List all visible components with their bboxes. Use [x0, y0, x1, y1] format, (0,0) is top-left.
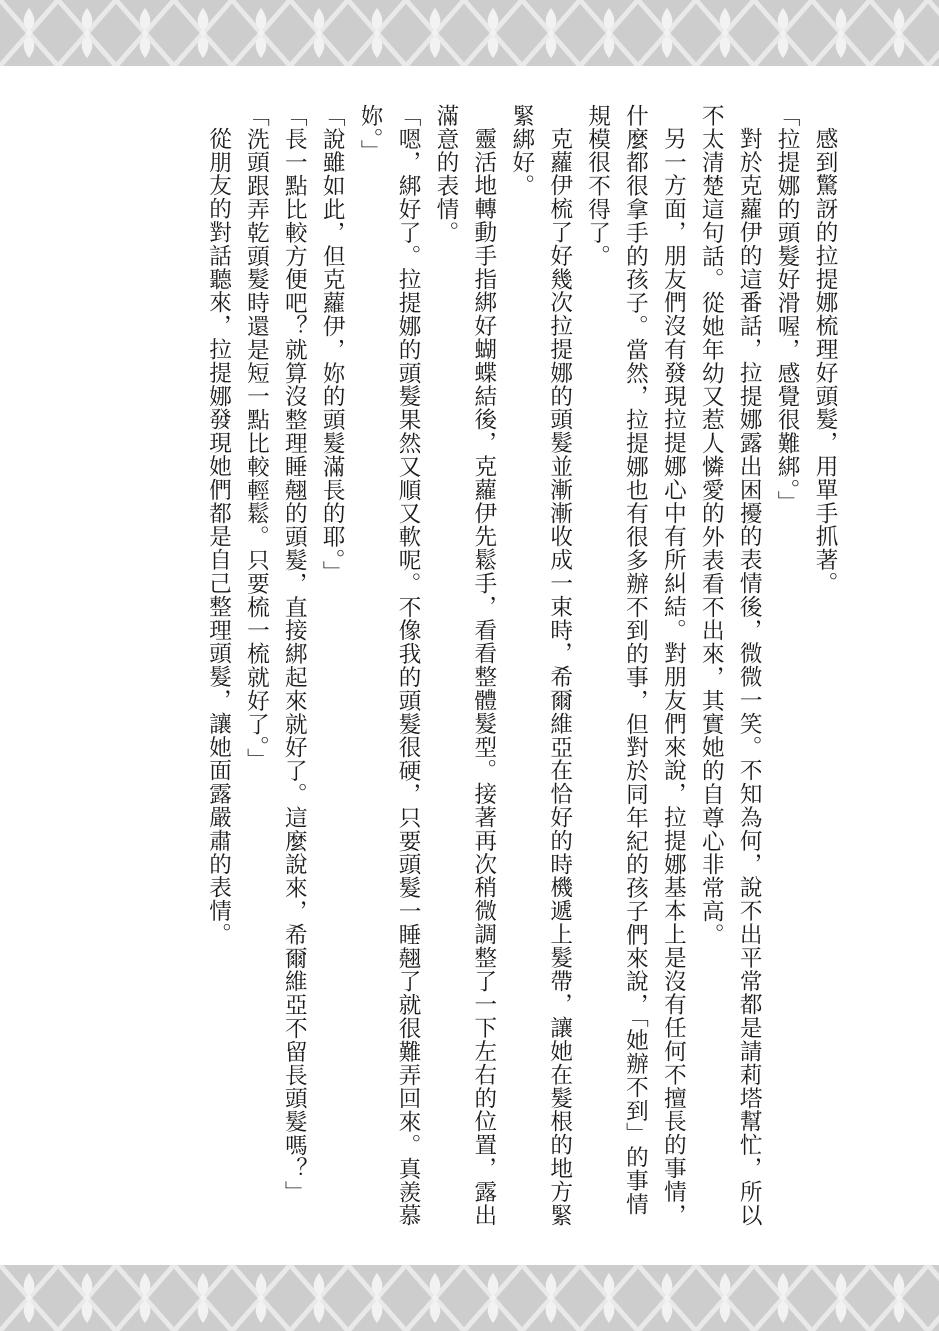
bottom-decorative-border	[0, 1265, 939, 1331]
paragraph-dialogue: 「說雖如此，但克蘿伊，妳的頭髮滿長的耶。」	[319, 104, 346, 585]
paragraph-dialogue: 「嗯，綁好了。拉提娜的頭髮果然又順又軟呢。不像我的頭髮很硬，只要頭髮一睡翹了就很難弄回來。真羨慕妳。」	[357, 104, 422, 1228]
paragraph-dialogue: 「長一點比較方便吧？就算沒整理睡翹的頭髮，直接綁起來就好了。這麼說來，希爾維亞不留長頭髮嗎？」	[281, 104, 308, 1204]
paragraph-narration: 克蘿伊梳了好幾次拉提娜的頭髮並漸漸收成一束時，希爾維亞在恰好的時機遞上髮帶，讓她在髮根的地方緊緊綁好。	[508, 104, 573, 1227]
paragraph-narration: 從朋友的對話聽來，拉提娜發現她們都是自己整理頭髮，讓她面露嚴肅的表情。	[205, 126, 232, 946]
paragraph-dialogue: 「拉提娜的頭髮好滑喔，感覺很難綁。」	[774, 104, 801, 514]
paragraph-dialogue: 「洗頭跟弄乾頭髮時還是短一點比較輕鬆。只要梳一梳就好了。」	[243, 104, 270, 772]
paragraph-narration: 感到驚訝的拉提娜梳理好頭髮，用單手抓著。	[812, 126, 838, 595]
paragraph-narration: 對於克蘿伊的這番話，拉提娜露出困擾的表情後，微微一笑。不知為何，說不出平常都是請莉塔幫忙，所以不太清楚這句話。從她年幼又惹人憐愛的外表看不出來，其實她的自尊心非常高。	[698, 104, 763, 1227]
vertical-text-body	[73, 104, 843, 1234]
top-decorative-border	[0, 0, 939, 66]
paragraph-narration: 靈活地轉動手指綁好蝴蝶結後，克蘿伊先鬆手，看看整體髮型。接著再次稍微調整了一下左右的位置，露出滿意的表情。	[432, 104, 497, 1227]
paragraph-narration: 另一方面，朋友們沒有發現拉提娜心中有所糾結。對朋友們來說，拉提娜基本上是沒有任何不擅長的事情，什麼都很拿手的孩子。當然，拉提娜也有很多辦不到的事，但對於同年紀的孩子們來說，「她辦不到」的事情規模很不得了。	[584, 104, 687, 1227]
